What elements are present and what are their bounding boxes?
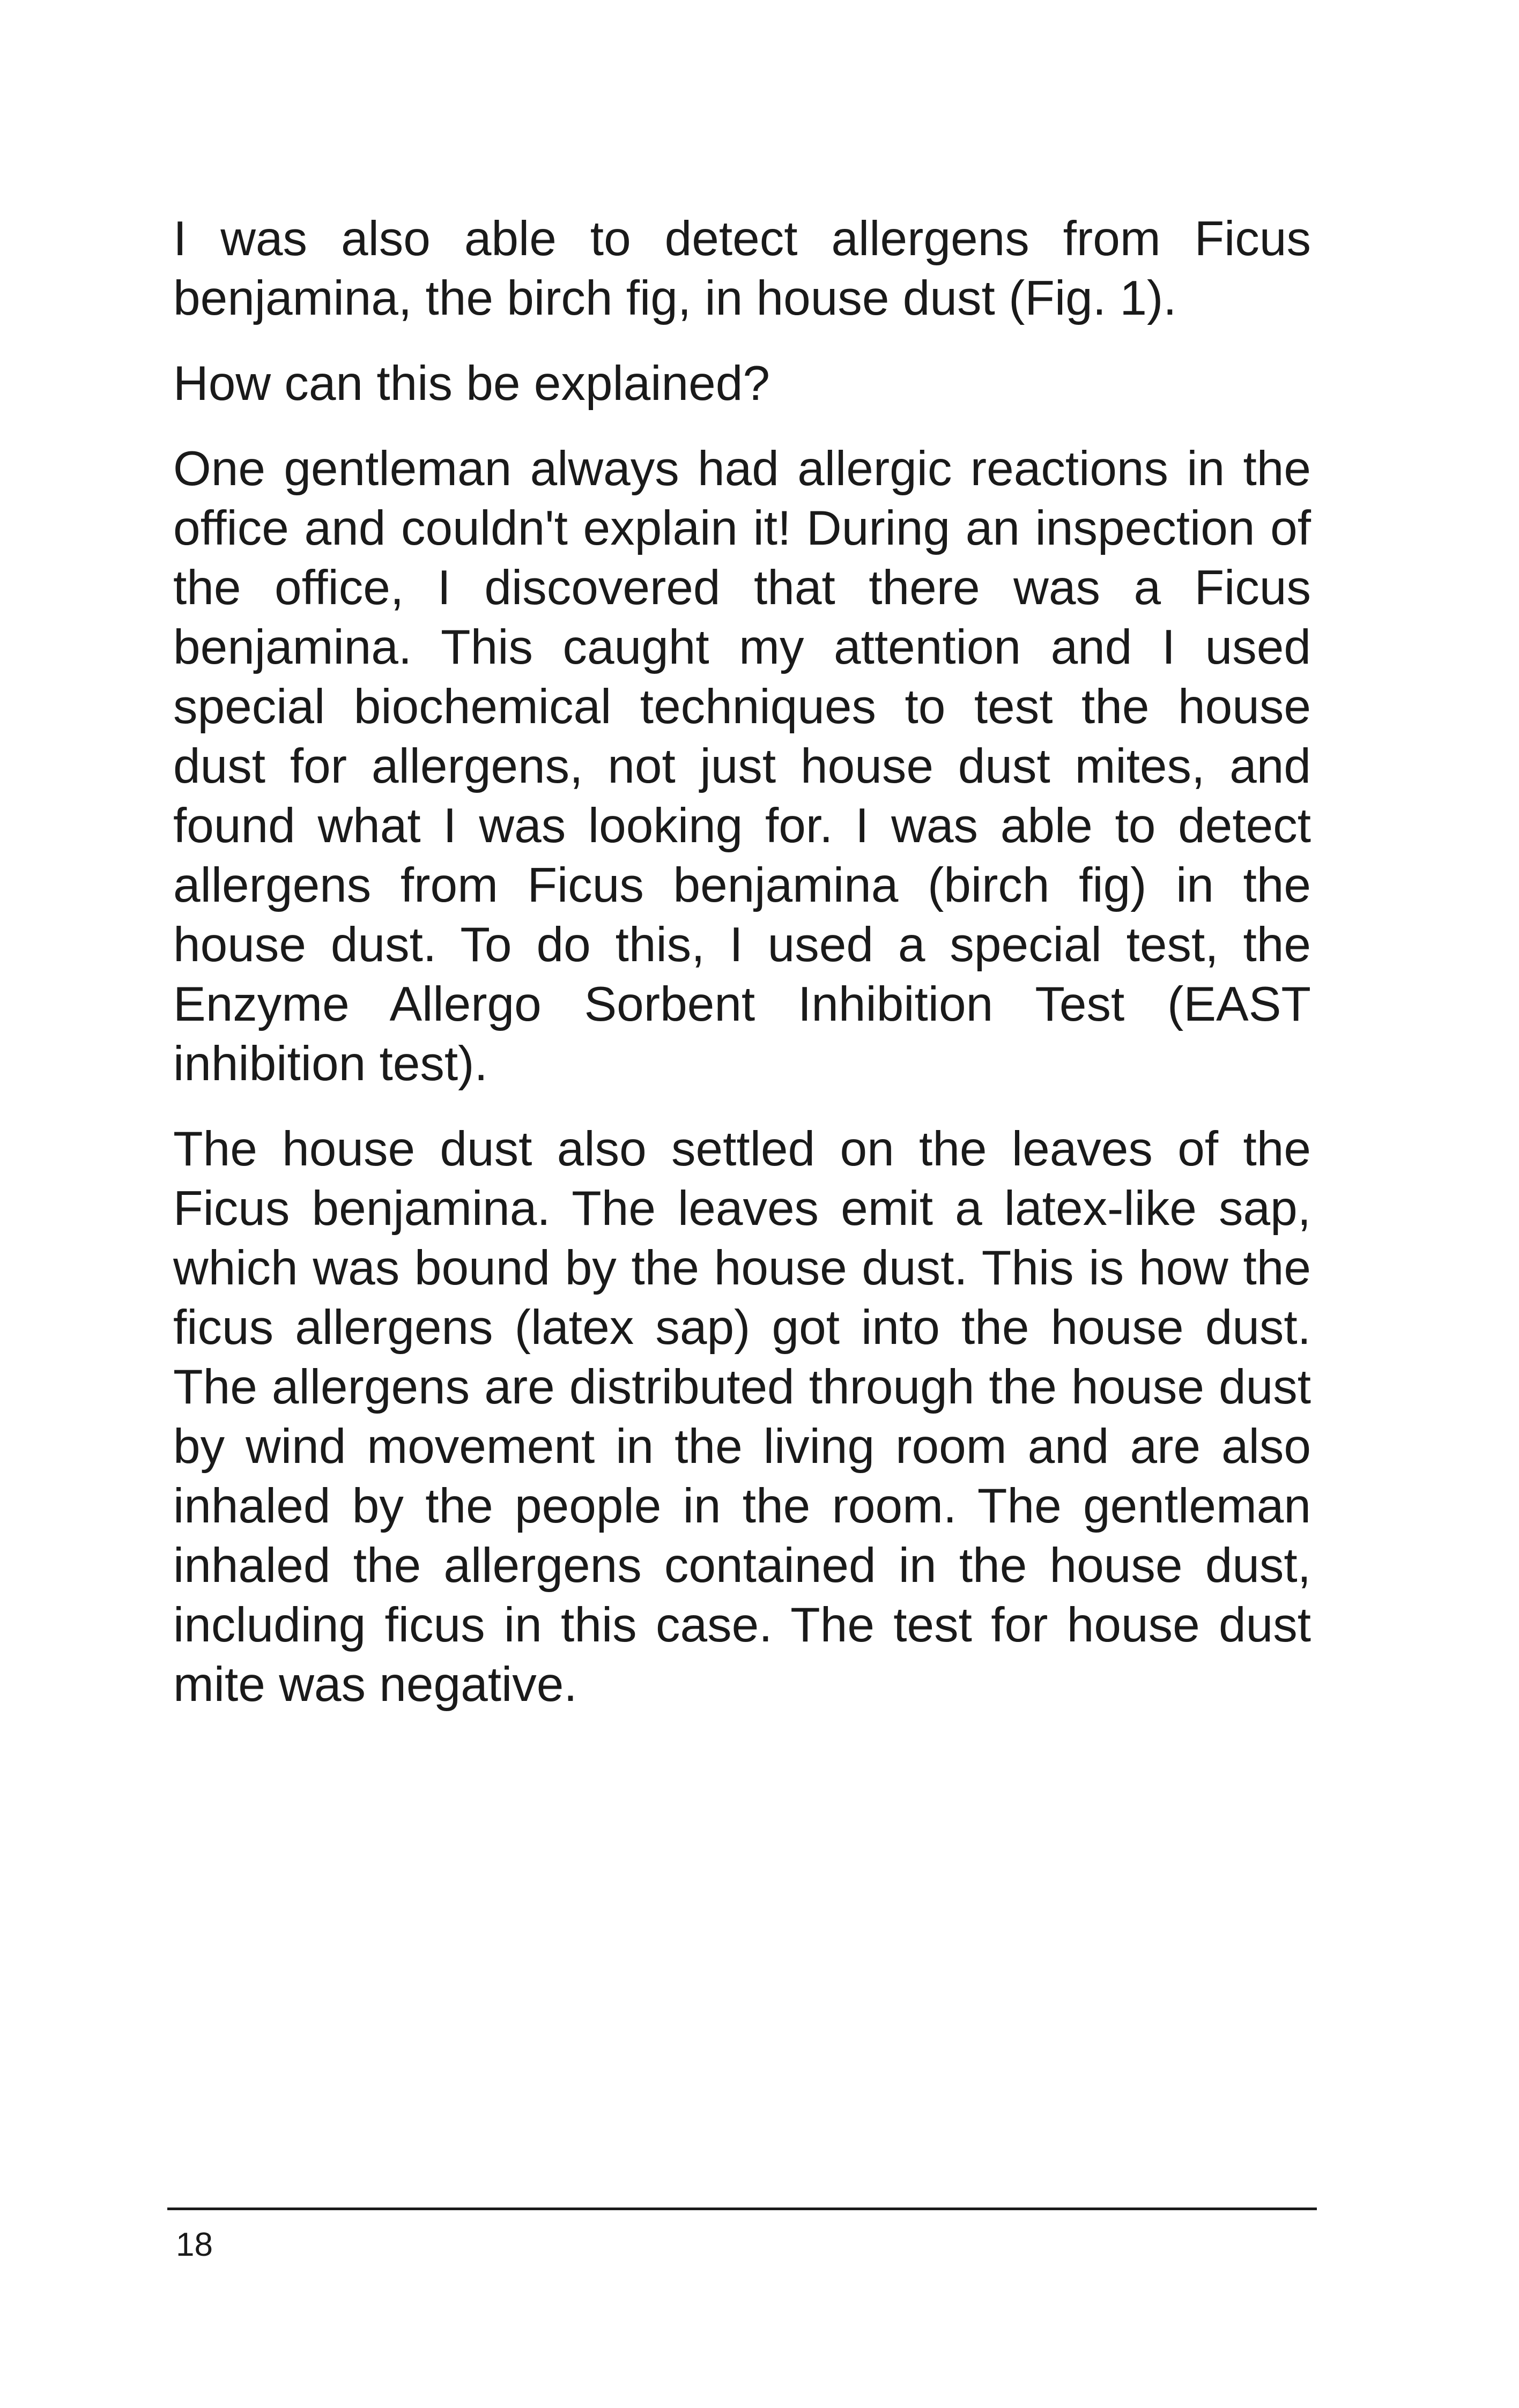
page-number: 18 [176,2226,213,2263]
paragraph-1: I was also able to detect allergens from Ficus benjamina, the birch fig, in house dust (Fig. 1). [173,212,1311,325]
paragraph-3: One gentleman always had allergic reactions in the office and couldn't explain it! During an inspection of the office, I discovered that there was a Ficus benjamina. This caught my attention and I used special biochemical techniques to test the house dust for allergens, not just house dust mites, and found what I was looking for. I was able to detect allergens from Ficus benjamina (birch fig) in the house dust. To do this, I used a special test, the Enzyme Allergo Sorbent Inhibition Test (EAST inhibition test). [173,442,1311,1091]
body-text [173,209,1311,1740]
footer-rule [167,2208,1317,2210]
paragraph-4: The house dust also settled on the leaves of the Ficus benjamina. The leaves emit a latex-like sap, which was bound by the house dust. This is how the ficus allergens (latex sap) got into the house dust. The allergens are distributed through the house dust by wind movement in the living room and are also inhaled by the people in the room. The gentleman inhaled the allergens contained in the house dust, including ficus in this case. The test for house dust mite was negative. [173,1122,1311,1712]
paragraph-2: How can this be explained? [173,356,770,411]
